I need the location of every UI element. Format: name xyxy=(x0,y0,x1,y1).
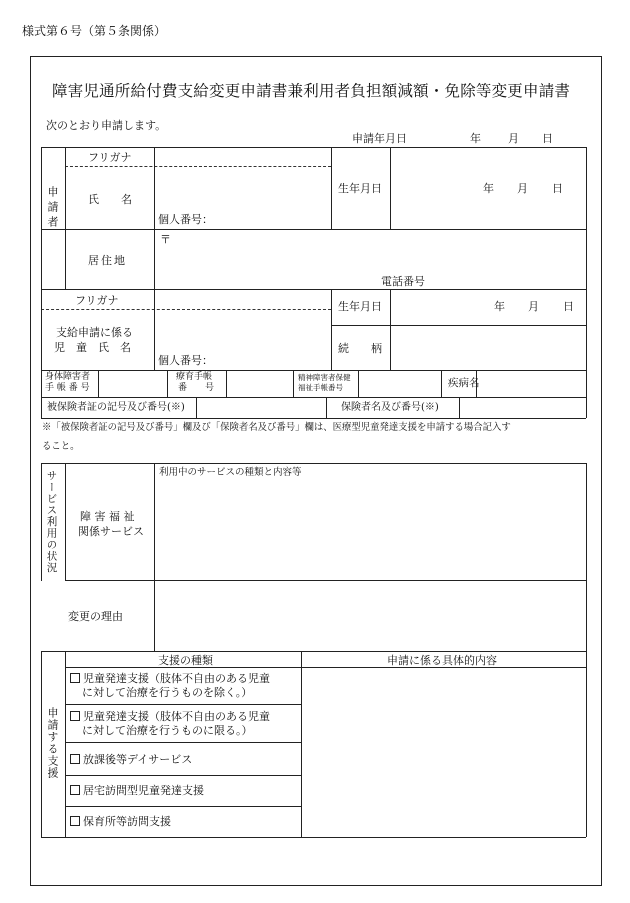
application-date-year: 年 xyxy=(470,132,481,145)
support-type-header: 支援の種類 xyxy=(158,654,213,667)
child-birth-label: 生年月日 xyxy=(338,300,382,313)
application-date-field[interactable] xyxy=(420,128,586,146)
applicant-personal-number-label: 個人番号： xyxy=(158,213,213,226)
physical-cert-label-line1: 身体障害者 xyxy=(45,372,91,382)
checkbox[interactable] xyxy=(70,785,80,795)
child-birth-day: 日 xyxy=(563,300,574,313)
insured-input[interactable] xyxy=(198,399,324,416)
rehab-cert-input[interactable] xyxy=(228,372,291,395)
applicant-birth-year: 年 xyxy=(483,182,494,195)
child-furigana-input[interactable] xyxy=(156,291,329,307)
applicant-furigana-input[interactable] xyxy=(156,149,329,165)
child-name-label-line2: 児 童 氏 名 xyxy=(54,341,131,354)
child-furigana-label: フリガナ xyxy=(75,294,119,307)
support-section-label: 申請する支援 xyxy=(46,707,59,779)
insurer-label: 保険者名及び番号(※) xyxy=(341,402,439,413)
support-detail-input[interactable] xyxy=(303,669,584,835)
applicant-address-label: 居住地 xyxy=(88,254,127,267)
welfare-service-label-line1: 障 害 福 祉 xyxy=(80,510,135,523)
support-detail-header: 申請に係る具体的内容 xyxy=(387,654,497,667)
support-option-2[interactable]: 児童発達支援（肢体不自由のある児童 xyxy=(70,710,270,723)
support-option-2-line2: に対して治療を行うものに限る。） xyxy=(82,724,253,737)
applicant-birth-day: 日 xyxy=(552,182,563,195)
support-option-5[interactable]: 保育所等訪問支援 xyxy=(70,815,171,828)
application-date-month: 月 xyxy=(508,132,519,145)
support-option-4[interactable]: 居宅訪問型児童発達支援 xyxy=(70,784,204,797)
application-date-day: 日 xyxy=(542,132,553,145)
checkbox[interactable] xyxy=(70,673,80,683)
child-name-input[interactable] xyxy=(156,311,329,351)
postal-mark: 〒 xyxy=(160,233,171,246)
mental-cert-label-line1: 精神障害者保健 xyxy=(298,373,351,382)
disease-label: 疾病名 xyxy=(448,377,480,389)
physical-cert-input[interactable] xyxy=(100,372,165,395)
intro-text: 次のとおり申請します。 xyxy=(46,119,167,132)
applicant-phone-input[interactable] xyxy=(432,272,584,288)
change-reason-label: 変更の理由 xyxy=(68,610,123,623)
child-birth-year: 年 xyxy=(494,300,505,313)
physical-cert-label-line2: 手 帳 番 号 xyxy=(45,383,90,393)
mental-cert-input[interactable] xyxy=(360,372,439,395)
change-reason-input[interactable] xyxy=(156,582,584,649)
child-personal-number-label: 個人番号： xyxy=(158,354,213,367)
rehab-cert-label-line2: 番 号 xyxy=(178,383,215,393)
service-status-section-label: サービス利用の状況 xyxy=(45,470,58,574)
rehab-cert-label-line1: 療育手帳 xyxy=(176,372,213,382)
checkbox[interactable] xyxy=(70,711,80,721)
form-title: 障害児通所給付費支給変更申請書兼利用者負担額減額・免除等変更申請書 xyxy=(52,82,571,100)
applicant-furigana-label: フリガナ xyxy=(88,151,132,164)
child-relation-input[interactable] xyxy=(392,327,584,368)
applicant-phone-label: 電話番号 xyxy=(381,275,425,288)
child-birth-input[interactable] xyxy=(392,291,584,323)
checkbox[interactable] xyxy=(70,816,80,826)
support-option-3[interactable]: 放課後等デイサービス xyxy=(70,753,192,766)
checkbox[interactable] xyxy=(70,754,80,764)
applicant-birth-month: 月 xyxy=(517,182,528,195)
form-number: 様式第６号（第５条関係） xyxy=(22,24,167,38)
disease-input[interactable] xyxy=(478,372,584,395)
applicant-birth-label: 生年月日 xyxy=(338,182,382,195)
child-birth-month: 月 xyxy=(528,300,539,313)
mental-cert-label-line2: 福祉手帳番号 xyxy=(298,383,343,392)
service-content-label: 利用中のサービスの種類と内容等 xyxy=(159,467,302,478)
insured-label: 被保険者証の記号及び番号(※) xyxy=(47,402,185,413)
applicant-address-input[interactable] xyxy=(172,231,584,271)
service-content-input[interactable] xyxy=(156,480,584,578)
applicant-name-input[interactable] xyxy=(156,168,329,210)
child-name-label-line1: 支給申請に係る xyxy=(56,326,133,339)
applicant-section-label: 申請者 xyxy=(46,186,59,231)
insurer-input[interactable] xyxy=(461,399,584,416)
note-line1: ※「被保険者証の記号及び番号」欄及び「保険者名及び番号」欄は、医療型児童発達支援を申請する場合記入す xyxy=(42,422,511,433)
note-line2: ること。 xyxy=(42,441,80,452)
support-option-1-line2: に対して治療を行うものを除く。） xyxy=(82,686,253,699)
support-option-1[interactable]: 児童発達支援（肢体不自由のある児童 xyxy=(70,672,270,685)
child-relation-label: 続 柄 xyxy=(338,342,382,355)
welfare-service-label-line2: 関係サービス xyxy=(78,525,144,538)
application-date-label: 申請年月日 xyxy=(352,132,407,145)
applicant-name-label: 氏 名 xyxy=(88,193,132,206)
